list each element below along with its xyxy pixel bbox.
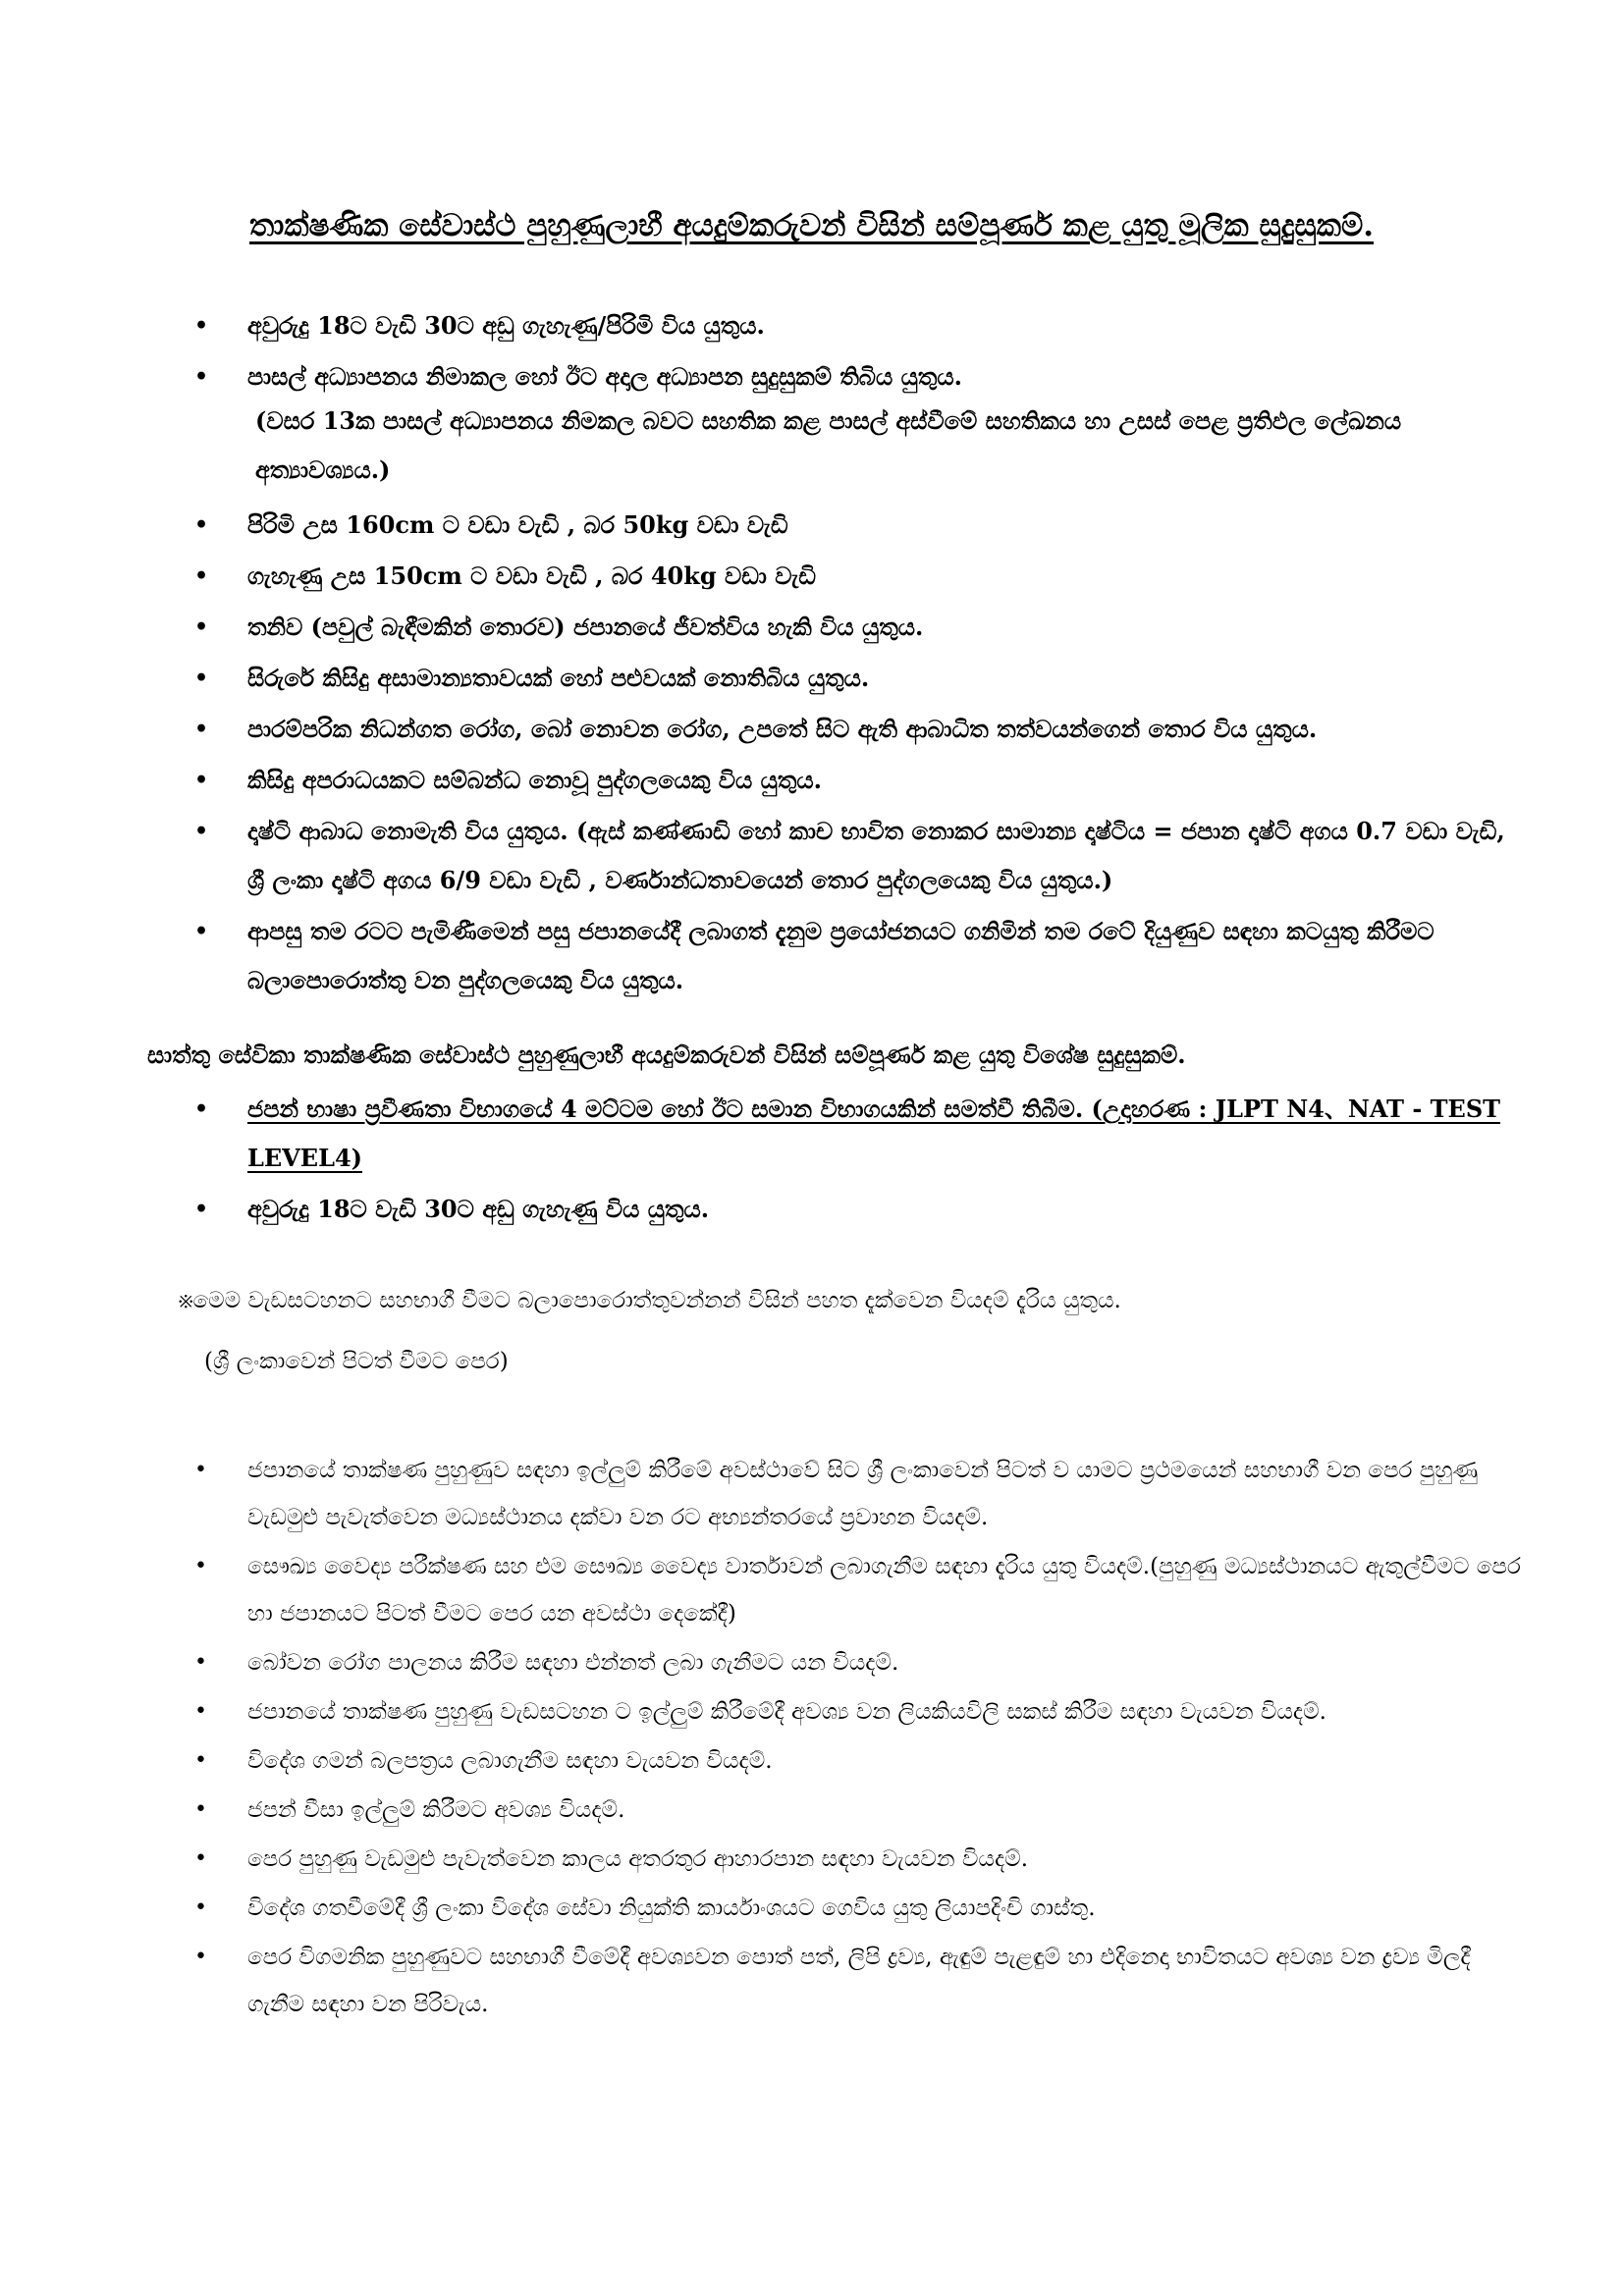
- list-item: • සෞඛ්‍ය වෛද්‍ය පරීක්ෂණ සහ එම සෞඛ්‍ය වෛද්‍ය වාර්තාවන් ලබාගැනීම සඳහා දැරිය යුතු වියදම්.(පුහුණු මධ්‍යස්ථානයට ඇතුල්වීමට පෙර හා ජපානයට පිටත් වීමට පෙර යන අවස්ථා දෙකේදී): [0, 1543, 1623, 1637]
- list-item: • ජපානයේ තාක්ෂණ පුහුණු වැඩසටහන ට ඉල්ලුම් කිරීමේදී අවශ්‍ය වන ලියකියවිලි සකස් කිරීම සඳහා වැයවන වියදම්.: [0, 1688, 1623, 1735]
- bullet-icon: •: [194, 1797, 207, 1822]
- list-item: • පාසල් අධ්‍යාපනය නිමාකල හෝ ඊට අදාල අධ්‍යාපන සුදුසුකම් තිබිය යුතුය.: [0, 352, 1623, 401]
- bullet-icon: •: [194, 819, 209, 844]
- document-title: තාක්ෂණික සේවාස්ථ පුහුණුලාභී අයදුම්කරුවන් විසින් සම්පූර්ණ කළ යුතු මූලික සුදුසුකම්.: [248, 208, 1375, 243]
- bullet-icon: •: [194, 717, 209, 742]
- bullet-icon: •: [194, 563, 209, 589]
- list-item: • තනිව (පවුල් බැඳීමකින් තොරව) ජපානයේ ජීවත්විය හැකි විය යුතුය.: [0, 603, 1623, 652]
- list-item: • විදේශ ගමන් බලපත්‍රය ලබාගැනීම සඳහා වැයවන වියදම්.: [0, 1737, 1623, 1785]
- bullet-icon: •: [194, 1748, 207, 1773]
- list-item: • පෙර විගමනික පුහුණුවට සහභාගී වීමේදී අවශ්‍යවන පොත් පත්, ලිපි ද්‍රව්‍ය, ඇඳුම් පැළඳුම් හා එදිනෙදා භාවිතයට අවශ්‍ය වන ද්‍රව්‍ය මිලදී ගැනීම සඳහා වන පිරිවැය.: [0, 1934, 1623, 2028]
- list-item: • අවුරුදු 18ට වැඩි 30ට අඩු ගැහැණු/පිරිමි විය යුතුය.: [0, 301, 1623, 350]
- list-item: • බෝවන රෝග පාලනය කිරීම සඳහා එන්නත් ලබා ගැනීමට යන වියදම්.: [0, 1639, 1623, 1686]
- bullet-icon: •: [194, 1846, 207, 1871]
- bullet-icon: •: [194, 1945, 207, 1969]
- list-item: • සිරුරේ කිසිදු අසාමාන්‍යතාවයක් හෝ පළුවයක් නොතිබිය යුතුය.: [0, 654, 1623, 703]
- list-item: • ආපසු තම රටට පැමිණීමෙන් පසු ජපානයේදී ලබාගත් දැනුම ප්‍රයෝජනයට ගනිමින් තම රටේ දියුණුව සඳහා කටයුතු කිරීමට බලාපොරොත්තු වන පුද්ගලයෙකු විය යුතුය.: [0, 907, 1623, 1005]
- nursing-requirements-list: [0, 1085, 1623, 1236]
- bullet-icon: •: [194, 919, 209, 944]
- list-item: • දෘෂ්ටි ආබාධ නොමැති විය යුතුය. (ඇස් කණ්ණාඩි හෝ කාච භාවිත නොකර සාමාන්‍ය දෘෂ්ටිය = ජපාන දෘෂ්ටි අගය 0.7 වඩා වැඩි, ශ්‍රී ලංකා දෘෂ්ටි අගය 6/9 වඩා වැඩි , වර්ණාන්ධතාවයෙන් තොර පුද්ගලයෙකු විය යුතුය.): [0, 807, 1623, 905]
- bullet-icon: •: [194, 1896, 207, 1920]
- bullet-icon: •: [194, 614, 209, 640]
- bullet-icon: •: [194, 1650, 207, 1675]
- list-item: • විදේශ ගතවීමේදී ශ්‍රී ලංකා විදේශ සේවා නියුක්ති කාර්යාංශයට ගෙවිය යුතු ලියාපදිංචි ගාස්තු.: [0, 1885, 1623, 1932]
- education-note: (වසර 13ක පාසල් අධ්‍යාපනය නිමකල බවට සහතික කළ පාසල් අස්වීමේ සහතිකය හා උසස් පෙළ ප්‍රතිඵල ලේඛනය අත්‍යාවශ්‍යය.): [255, 406, 1402, 484]
- list-item: • පෙර පුහුණු වැඩමුළු පැවැත්වෙන කාලය අතරතුර ආහාරපාන සඳහා වැයවන වියදම්.: [0, 1836, 1623, 1883]
- basic-requirements-list-continued: [0, 501, 1623, 1007]
- list-item: • අවුරුදු 18ට වැඩි 30ට අඩු ගැහැණු විය යුතුය.: [0, 1185, 1623, 1234]
- bullet-icon: •: [194, 1096, 209, 1122]
- nursing-section-heading: සාත්තු සේවිකා තාක්ෂණික සේවාස්ථ පුහුණුලාභී අයදුම්කරුවන් විසින් සම්පූර්ණ කළ යුතු විශේෂ සුදුසුකම්.: [147, 1041, 1186, 1069]
- expenses-notice: ※මෙම වැඩසටහනට සහභාගී වීමට බලාපොරොත්තුවන්නන් විසින් පහත දැක්වෙන වියදම් දැරිය යුතුය.: [179, 1288, 1121, 1313]
- bullet-icon: •: [194, 1554, 207, 1578]
- list-item: • ජපන් භාෂා ප්‍රවීණතා විභාගයේ 4 මට්ටම හෝ ඊට සමාන විභාගයකින් සමත්වී තිබීම. (උදාහරණ : JLPT N4、NAT - TEST LEVEL4): [0, 1085, 1623, 1183]
- bullet-icon: •: [194, 364, 209, 390]
- list-item: • ගැහැණු උස 150cm ට වඩා වැඩි , බර 40kg වඩා වැඩි: [0, 552, 1623, 601]
- bullet-icon: •: [194, 1197, 209, 1222]
- list-item: • කිසිදු අපරාධයකට සම්බන්ධ නොවූ පුද්ගලයෙකු විය යුතුය.: [0, 756, 1623, 805]
- list-item: • ජපන් වීසා ඉල්ලුම් කිරීමට අවශ්‍ය වියදම්.: [0, 1787, 1623, 1834]
- list-item: • ජපානයේ තාක්ෂණ පුහුණුව සඳහා ඉල්ලුම් කිරීමේ අවස්ථාවේ සිට ශ්‍රී ලංකාවෙන් පිටත් ව යාමට ප්‍රථමයෙන් සහභාගී වන පෙර පුහුණු වැඩමුළු පැවැත්වෙන මධ්‍යස්ථානය දක්වා වන රට අභ්‍යන්තරයේ ප්‍රවාහන වියදම්.: [0, 1447, 1623, 1541]
- bullet-icon: •: [194, 666, 209, 691]
- expenses-notice-sub: (ශ්‍රී ලංකාවෙන් පිටත් වීමට පෙර): [204, 1349, 509, 1374]
- bullet-icon: •: [194, 1699, 207, 1724]
- list-item: • පාරම්පරික නිධන්ගත රෝග, බෝ නොවන රෝග, උපතේ සිට ඇති ආබාධිත තත්වයන්ගෙන් තොර විය යුතුය.: [0, 705, 1623, 754]
- bullet-icon: •: [194, 1458, 207, 1482]
- bullet-icon: •: [194, 512, 209, 538]
- basic-requirements-list: [0, 301, 1623, 403]
- bullet-icon: •: [194, 313, 209, 339]
- bullet-icon: •: [194, 768, 209, 793]
- list-item: • පිරිමි උස 160cm ට වඩා වැඩි , බර 50kg වඩා වැඩි: [0, 501, 1623, 550]
- expenses-list: [0, 1447, 1623, 2030]
